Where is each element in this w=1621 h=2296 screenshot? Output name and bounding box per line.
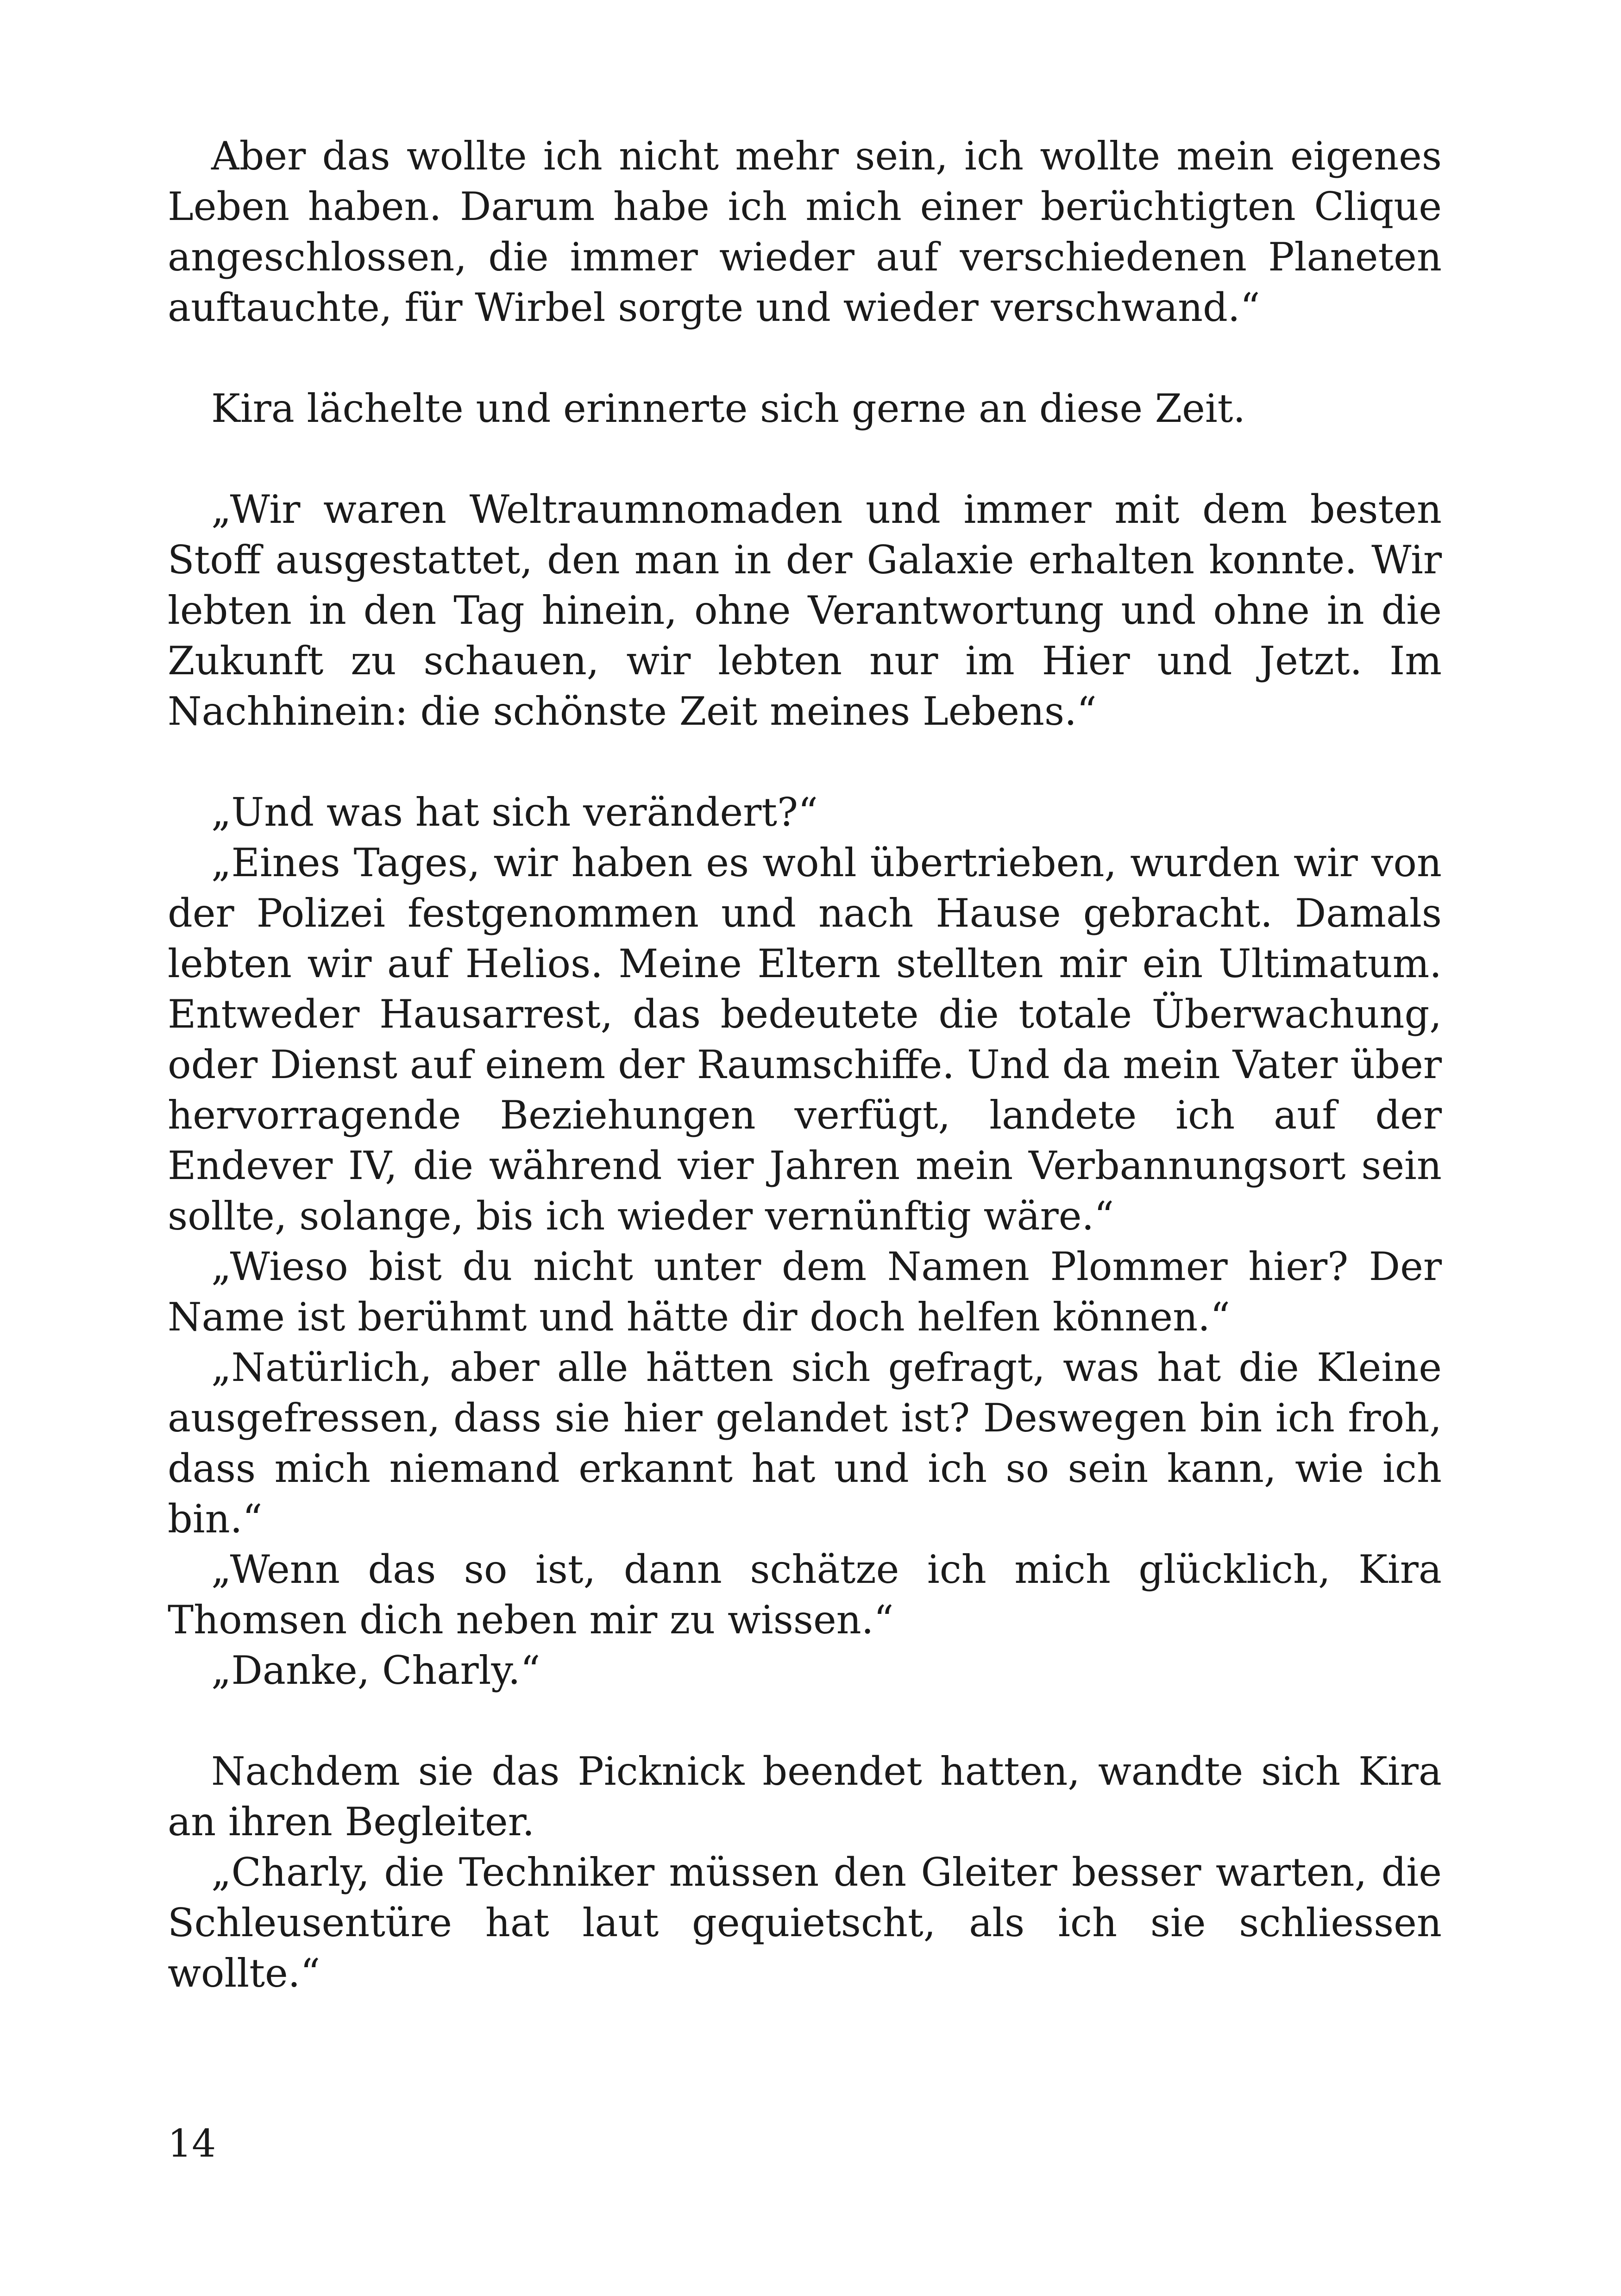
paragraph: „Wenn das so ist, dann schätze ich mich glücklich, Kira Thomsen dich neben mir zu wissen.“ (168, 1547, 1442, 1643)
paragraph-gap (168, 333, 1442, 383)
book-page-text (168, 131, 1442, 1999)
paragraph: „Wir waren Weltraumnomaden und immer mit dem besten Stoff ausgestattet, den man in der Galaxie erhalten konnte. Wir lebten in den Tag hinein, ohne Verantwortung und ohne in die Zukunft zu schauen, wir lebten nur im Hier und Jetzt. Im Nachhinein: die schönste Zeit meines Lebens.“ (168, 487, 1442, 734)
paragraph: „Und was hat sich verändert?“ (211, 790, 818, 835)
paragraph: Aber das wollte ich nicht mehr sein, ich wollte mein eigenes Leben haben. Darum habe ich mich einer berüchtigten Clique angeschlossen, die immer wieder auf verschiedenen Planeten auftauchte, für Wirbel sorgte und wieder verschwand.“ (168, 133, 1442, 330)
paragraph: „Wieso bist du nicht unter dem Namen Plommer hier? Der Name ist berühmt und hätte dir doch helfen können.“ (168, 1244, 1442, 1340)
paragraph: „Natürlich, aber alle hätten sich gefragt, was hat die Kleine ausgefressen, dass sie hier gelandet ist? Deswegen bin ich froh, dass mich niemand erkannt hat und ich so sein kann, wie ich bin.“ (168, 1345, 1442, 1542)
paragraph-gap (168, 1696, 1442, 1746)
paragraph-gap (168, 434, 1442, 484)
paragraph: „Eines Tages, wir haben es wohl übertrieben, wurden wir von der Polizei festgenommen und nach Hause gebracht. Damals lebten wir auf Helios. Meine Eltern stellten mir ein Ultimatum. Entweder Hausarrest, das bedeutete die totale Überwachung, oder Dienst auf einem der Raumschiffe. Und da mein Vater über hervorragende Beziehungen verfügt, landete ich auf der Endever IV, die während vier Jahren mein Verbannungsort sein sollte, solange, bis ich wieder vernünftig wäre.“ (168, 840, 1442, 1239)
paragraph-gap (168, 737, 1442, 787)
paragraph: „Danke, Charly.“ (211, 1648, 540, 1693)
page-number: 14 (168, 2122, 216, 2166)
paragraph: Kira lächelte und erinnerte sich gerne an diese Zeit. (211, 386, 1246, 431)
paragraph: „Charly, die Techniker müssen den Gleiter besser warten, die Schleusentüre hat laut gequietscht, als ich sie schliessen wollte.“ (168, 1850, 1442, 1996)
paragraph: Nachdem sie das Picknick beendet hatten, wandte sich Kira an ihren Begleiter. (168, 1749, 1442, 1844)
